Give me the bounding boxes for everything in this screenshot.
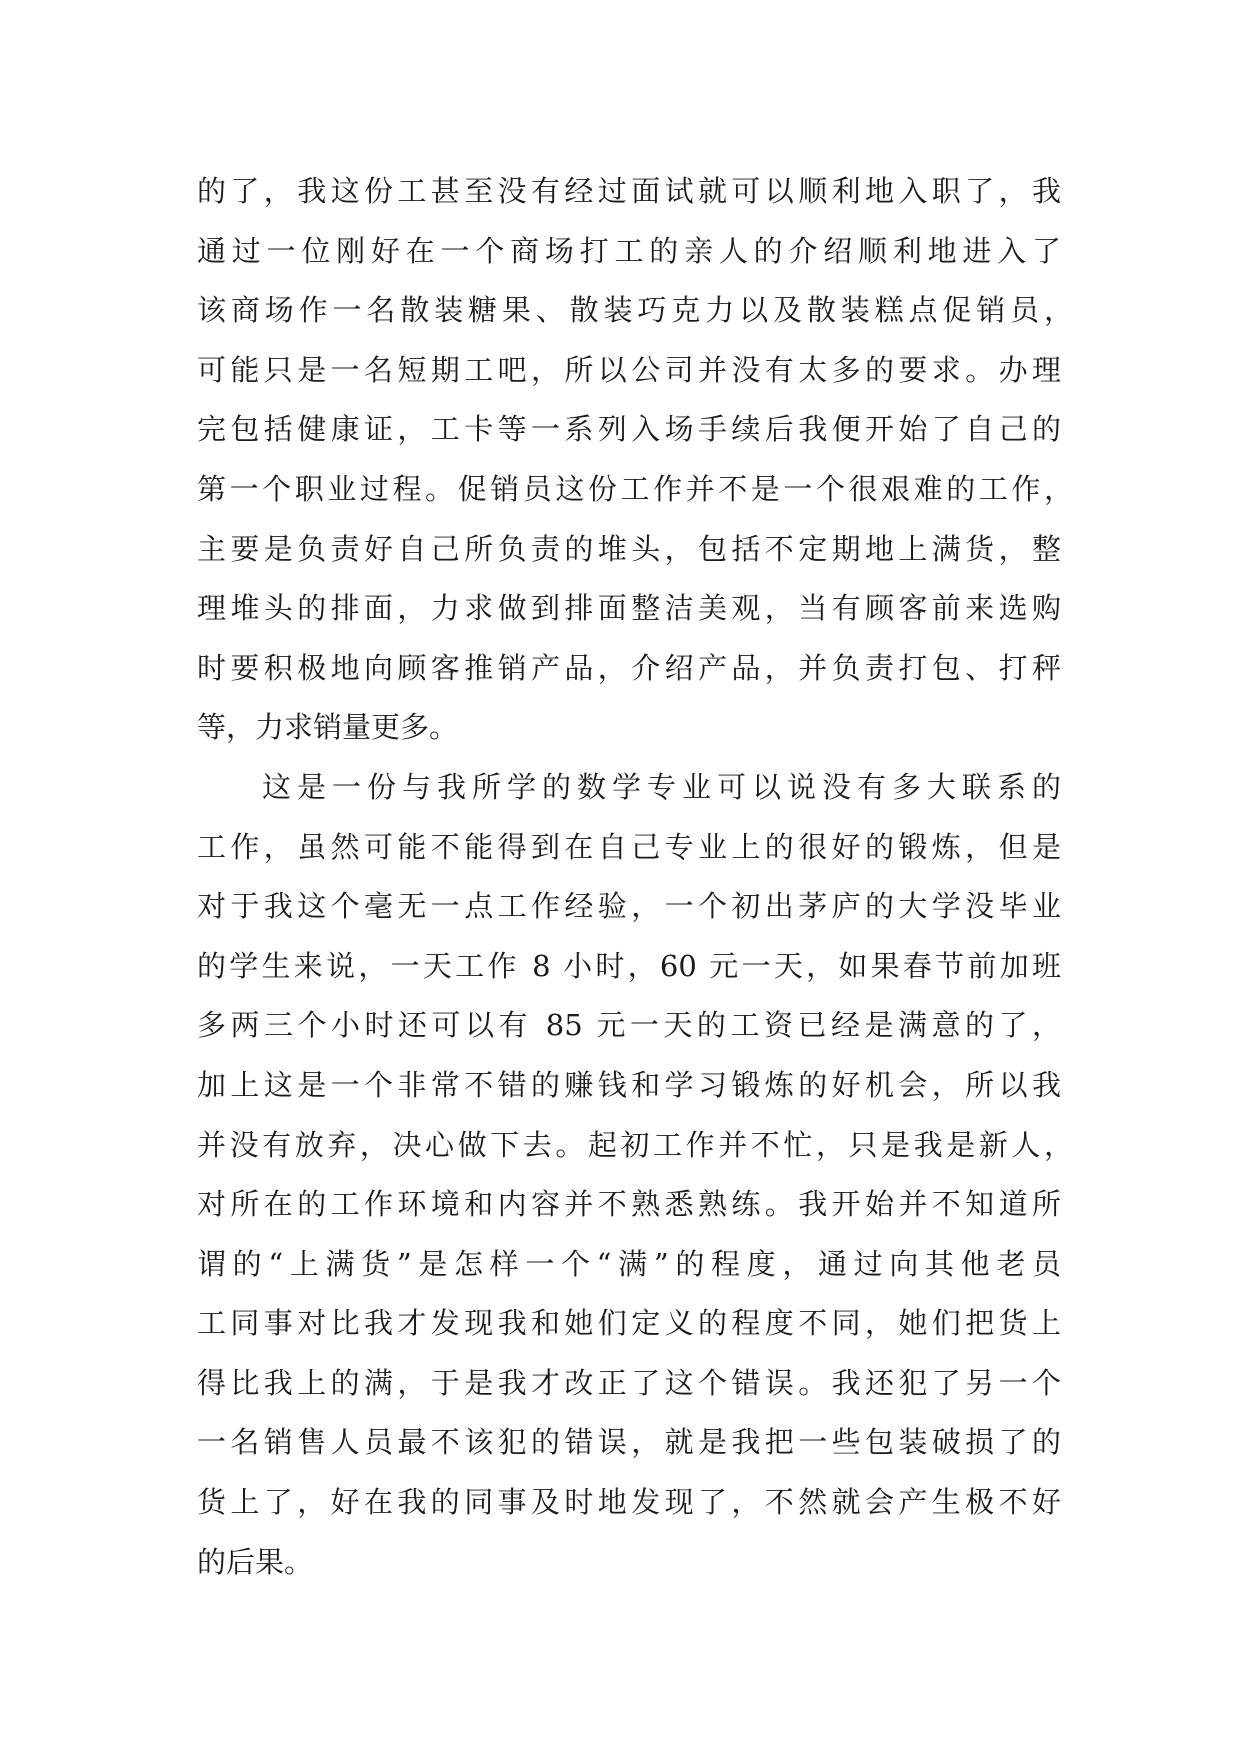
text-line: 时要积极地向顾客推销产品，介绍产品，并负责打包、打秤 [197,650,1061,685]
text-line: 第一个职业过程。促销员这份工作并不是一个很艰难的工作， [197,471,1073,506]
paragraph-2 [197,758,1073,1592]
text-line: 得比我上的满，于是我才改正了这个错误。我还犯了另一个 [197,1365,1061,1400]
text-line: 对于我这个毫无一点工作经验，一个初出茅庐的大学没毕业 [197,889,1061,924]
text-line: 加上这是一个非常不错的赚钱和学习锻炼的好机会，所以我 [197,1067,1061,1102]
text-line: 对所在的工作环境和内容并不熟悉熟练。我开始并不知道所 [197,1187,1061,1222]
text-line: 的学生来说，一天工作 8 小时，60 元一天，如果春节前加班 [197,948,1061,983]
text-line: 的后果。 [197,1544,314,1579]
text-line: 的了，我这份工甚至没有经过面试就可以顺利地入职了，我 [197,174,1061,208]
text-line: 这是一份与我所学的数学专业可以说没有多大联系的 [262,769,1061,804]
text-line: 工作，虽然可能不能得到在自己专业上的很好的锻炼，但是 [197,829,1061,864]
text-line: 一名销售人员最不该犯的错误，就是我把一些包装破损了的 [197,1425,1061,1460]
text-line: 多两三个小时还可以有 85 元一天的工资已经是满意的了， [197,1008,1061,1043]
text-line: 主要是负责好自己所负责的堆头，包括不定期地上满货，整 [197,531,1061,566]
text-line: 可能只是一名短期工吧，所以公司并没有太多的要求。办理 [197,352,1061,387]
text-line: 并没有放弃，决心做下去。起初工作并不忙，只是我是新人， [197,1127,1073,1162]
text-line: 谓的“上满货”是怎样一个“满”的程度，通过向其他老员 [197,1246,1061,1281]
paragraph-1 [197,162,1073,758]
text-line: 货上了，好在我的同事及时地发现了，不然就会产生极不好 [197,1485,1061,1520]
body-text [197,162,1073,1592]
text-line: 通过一位刚好在一个商场打工的亲人的介绍顺利地进入了 [197,233,1061,268]
text-line: 理堆头的排面，力求做到排面整洁美观，当有顾客前来选购 [197,591,1061,626]
text-line: 工同事对比我才发现我和她们定义的程度不同，她们把货上 [197,1306,1061,1341]
text-line: 完包括健康证，工卡等一系列入场手续后我便开始了自己的 [197,412,1061,447]
text-line: 该商场作一名散装糖果、散装巧克力以及散装糕点促销员， [197,293,1073,328]
text-line: 等，力求销量更多。 [197,710,459,745]
